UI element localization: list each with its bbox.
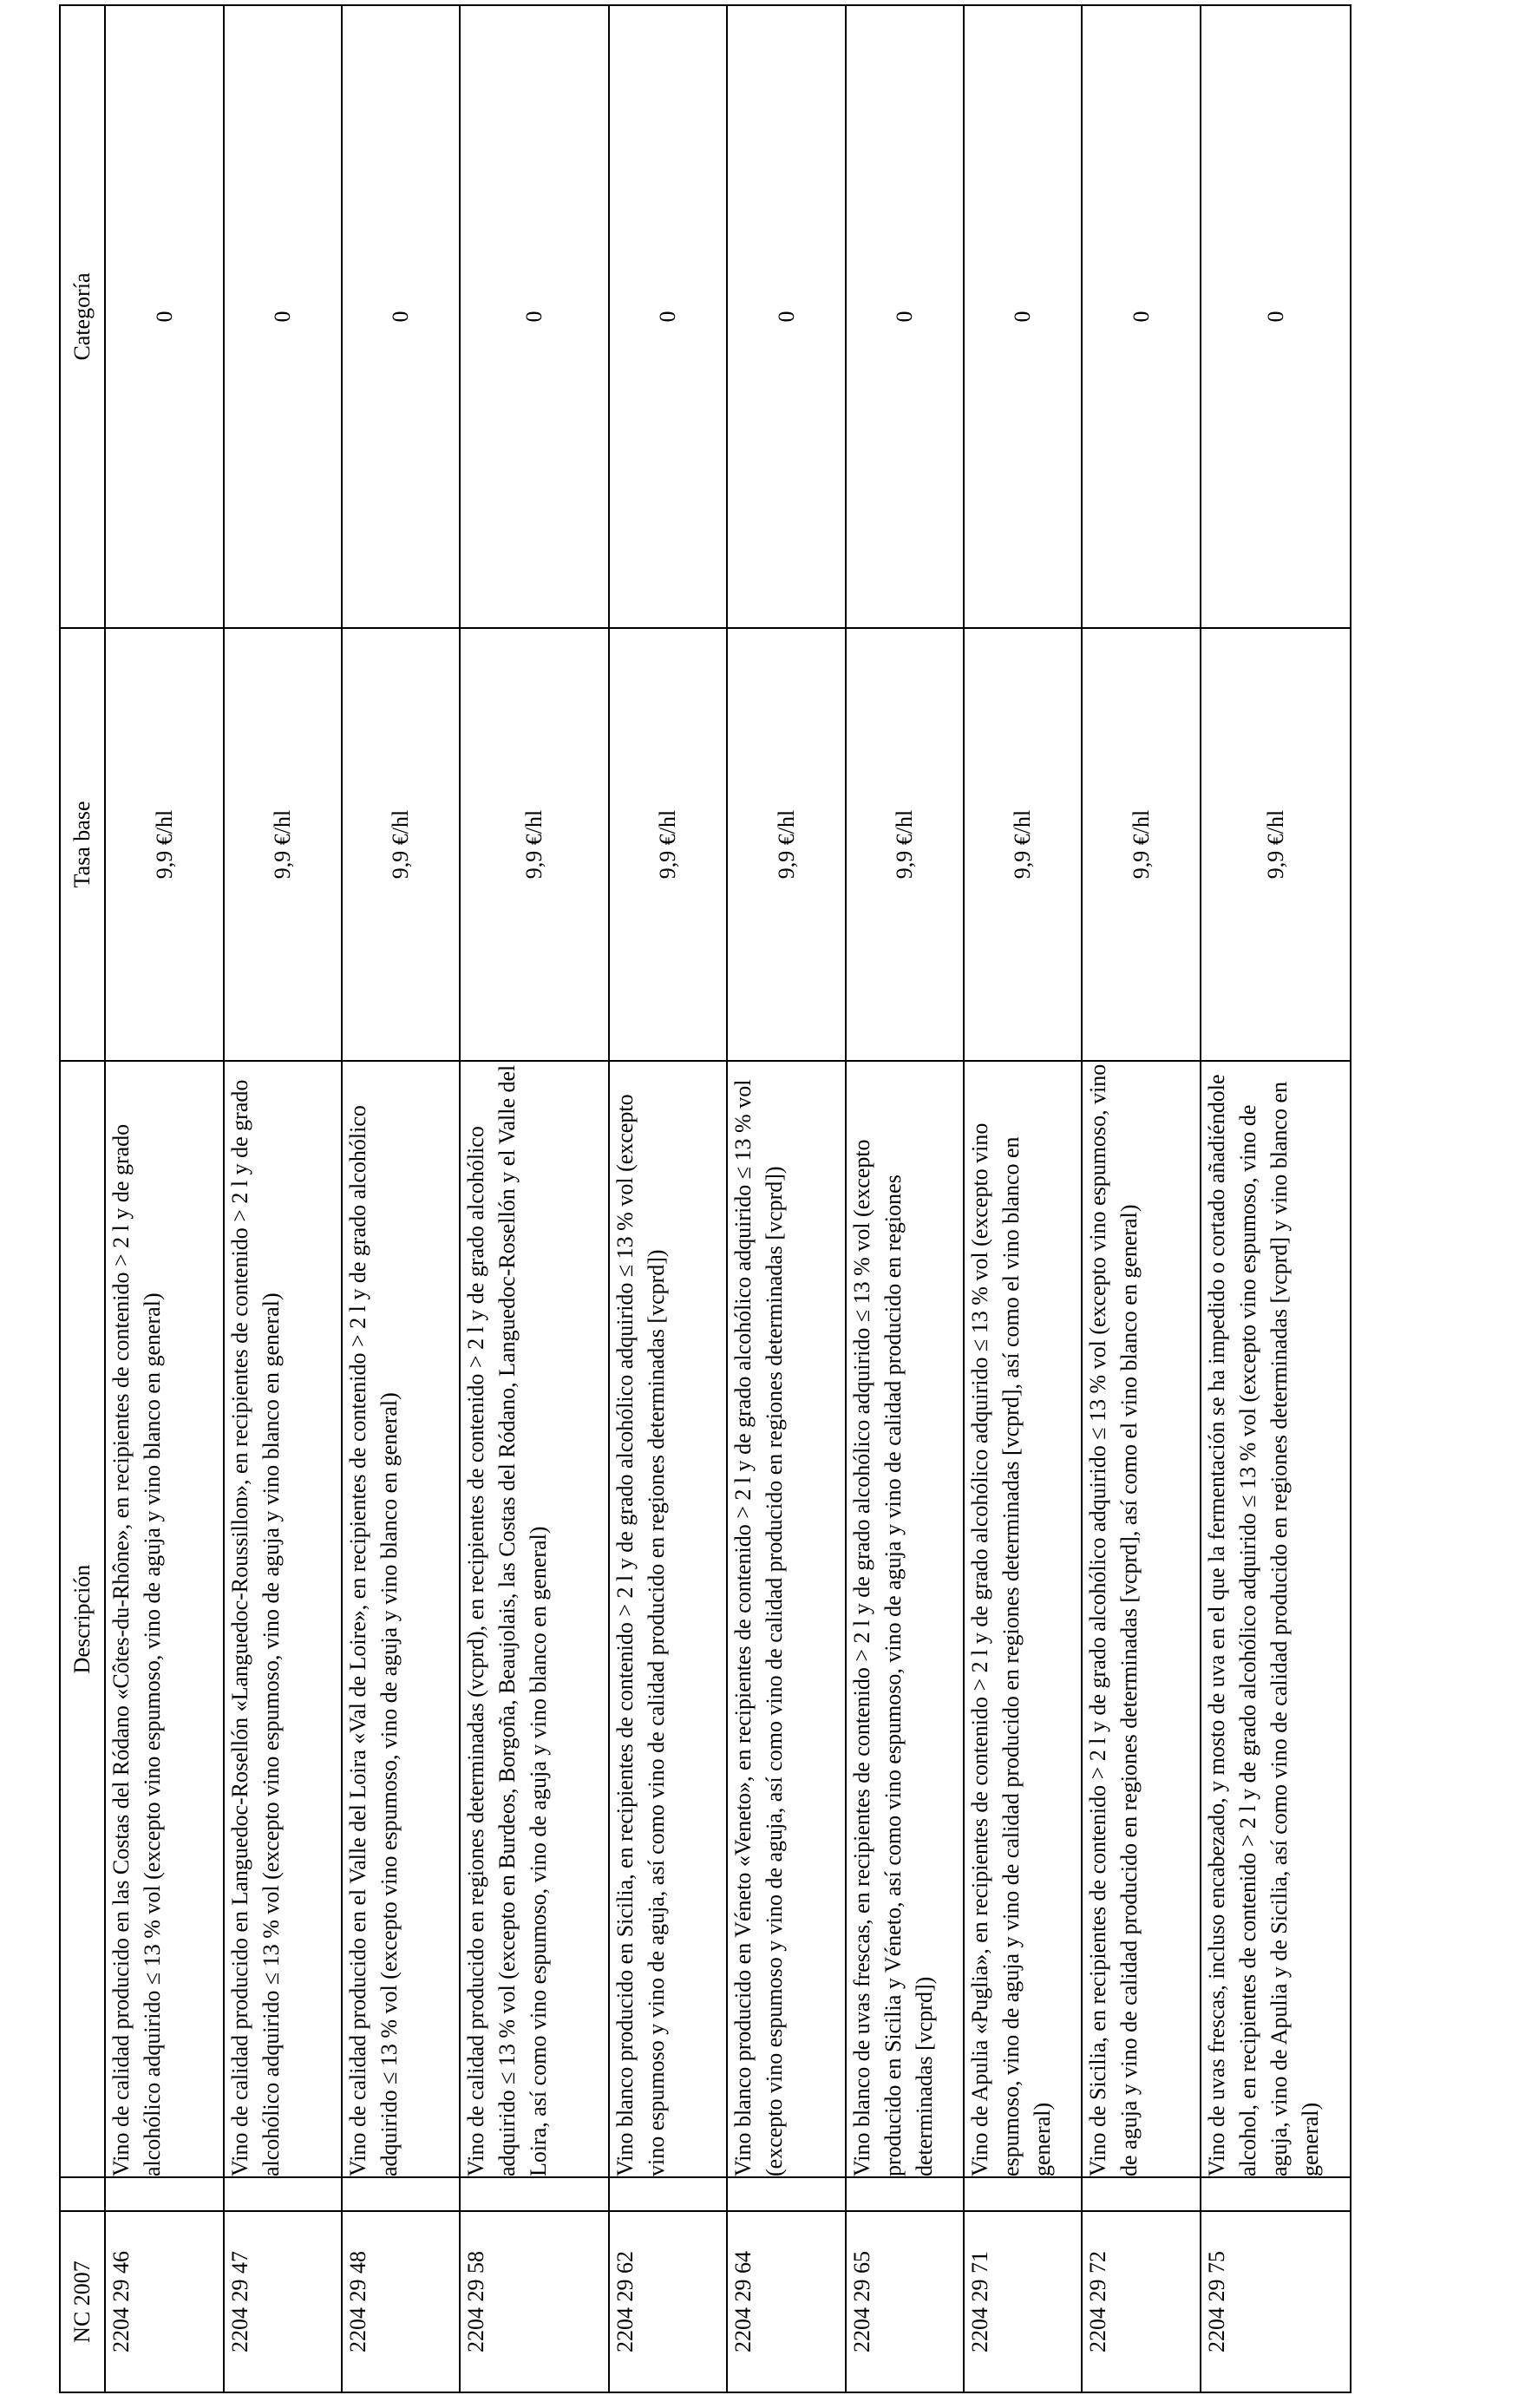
table-row: [727, 5, 846, 2392]
row-description: Vino blanco de uvas frescas, en recipientes de contenido > 2 l y de grado alcohólico adquirido ≤ 13 % vol (excepto producido en Sicilia y Véneto, así como vino espumoso, vino de aguja y vino de calidad producido en regiones determinadas [vcprd]): [846, 1061, 964, 2177]
row-rate: 9,9 €/hl: [609, 628, 727, 1061]
row-spacer: [609, 2177, 727, 2211]
table-row: [342, 5, 460, 2392]
row-code: 2204 29 72: [1082, 2211, 1201, 2392]
row-code: 2204 29 65: [846, 2211, 964, 2392]
row-code: 2204 29 58: [460, 2211, 609, 2392]
table-row: [609, 5, 727, 2392]
tariff-table: [59, 4, 1351, 2393]
row-rate: 9,9 €/hl: [342, 628, 460, 1061]
row-code: 2204 29 64: [727, 2211, 846, 2392]
row-rate: 9,9 €/hl: [460, 628, 609, 1061]
row-code: 2204 29 75: [1201, 2211, 1351, 2392]
row-description: Vino de calidad producido en Languedoc-Rosellón «Languedoc-Roussillon», en recipientes de contenido > 2 l y de grado alcohólico adquirido ≤ 13 % vol (excepto vino espumoso, vino de aguja y vino blanco en general): [224, 1061, 342, 2177]
header-category: Categoría: [60, 5, 105, 628]
table-row: [460, 5, 609, 2392]
row-code: 2204 29 71: [964, 2211, 1082, 2392]
table-row: [964, 5, 1082, 2392]
row-description: Vino de calidad producido en regiones determinadas (vcprd), en recipientes de contenido > 2 l y de grado alcohólico adquirido ≤ 13 % vol (excepto en Burdeos, Borgoña, Beaujolais, las Costas del Ródano, Languedoc-Rosellón y el Valle del Loira, así como vino espumoso, vino de aguja y vino blanco en general): [460, 1061, 609, 2177]
row-description: Vino blanco producido en Sicilia, en recipientes de contenido > 2 l y de grado alcohólico adquirido ≤ 13 % vol (excepto vino espumoso y vino de aguja, así como vino de calidad producido en regiones determinadas [vcprd]): [609, 1061, 727, 2177]
row-rate: 9,9 €/hl: [846, 628, 964, 1061]
row-spacer: [727, 2177, 846, 2211]
row-category: 0: [964, 5, 1082, 628]
row-spacer: [460, 2177, 609, 2211]
table-row: [1201, 5, 1351, 2392]
row-category: 0: [460, 5, 609, 628]
header-spacer: [60, 2177, 105, 2211]
row-category: 0: [727, 5, 846, 628]
row-category: 0: [609, 5, 727, 628]
row-description: Vino de calidad producido en las Costas del Ródano «Côtes-du-Rhône», en recipientes de contenido > 2 l y de grado alcohólico adquirido ≤ 13 % vol (excepto vino espumoso, vino de aguja y vino blanco en general): [105, 1061, 224, 2177]
table-row: [1082, 5, 1201, 2392]
row-spacer: [1082, 2177, 1201, 2211]
row-code: 2204 29 47: [224, 2211, 342, 2392]
table-row: [105, 5, 224, 2392]
row-code: 2204 29 62: [609, 2211, 727, 2392]
row-description: Vino de Sicilia, en recipientes de contenido > 2 l y de grado alcohólico adquirido ≤ 13 % vol (excepto vino espumoso, vino de aguja y vino de calidad producido en regiones determinadas [vcprd], así como el vino blanco en general): [1082, 1061, 1201, 2177]
row-category: 0: [342, 5, 460, 628]
row-spacer: [224, 2177, 342, 2211]
row-rate: 9,9 €/hl: [105, 628, 224, 1061]
table-row: [846, 5, 964, 2392]
row-spacer: [964, 2177, 1082, 2211]
row-spacer: [342, 2177, 460, 2211]
row-category: 0: [1201, 5, 1351, 628]
row-rate: 9,9 €/hl: [727, 628, 846, 1061]
row-spacer: [846, 2177, 964, 2211]
row-category: 0: [1082, 5, 1201, 628]
row-description: Vino de uvas frescas, incluso encabezado, y mosto de uva en el que la fermentación se ha impedido o cortado añadiéndole alcohol, en recipientes de contenido > 2 l y de grado alcohólico adquirido ≤ 13 % vol (excepto vino espumoso, vino de aguja, vino de Apulia y de Sicilia, así como vino de calidad producido en regiones determinadas [vcprd] y vino blanco en general): [1201, 1061, 1351, 2177]
table-row: [224, 5, 342, 2392]
row-rate: 9,9 €/hl: [1082, 628, 1201, 1061]
header-code: NC 2007: [60, 2211, 105, 2392]
row-code: 2204 29 48: [342, 2211, 460, 2392]
row-rate: 9,9 €/hl: [224, 628, 342, 1061]
row-category: 0: [846, 5, 964, 628]
row-description: Vino blanco producido en Véneto «Veneto», en recipientes de contenido > 2 l y de grado alcohólico adquirido ≤ 13 % vol (excepto vino espumoso y vino de aguja, así como vino de calidad producido en regiones determinadas [vcprd]): [727, 1061, 846, 2177]
row-spacer: [105, 2177, 224, 2211]
row-description: Vino de Apulia «Puglia», en recipientes de contenido > 2 l y de grado alcohólico adquirido ≤ 13 % vol (excepto vino espumoso, vino de aguja y vino de calidad producido en regiones determinadas [vcprd], así como el vino blanco en general): [964, 1061, 1082, 2177]
row-rate: 9,9 €/hl: [1201, 628, 1351, 1061]
row-code: 2204 29 46: [105, 2211, 224, 2392]
row-spacer: [1201, 2177, 1351, 2211]
header-description: Descripción: [60, 1061, 105, 2177]
row-rate: 9,9 €/hl: [964, 628, 1082, 1061]
header-rate: Tasa base: [60, 628, 105, 1061]
table-header-row: [60, 5, 105, 2392]
row-description: Vino de calidad producido en el Valle del Loira «Val de Loire», en recipientes de contenido > 2 l y de grado alcohólico adquirido ≤ 13 % vol (excepto vino espumoso, vino de aguja y vino blanco en general): [342, 1061, 460, 2177]
row-category: 0: [105, 5, 224, 628]
row-category: 0: [224, 5, 342, 628]
